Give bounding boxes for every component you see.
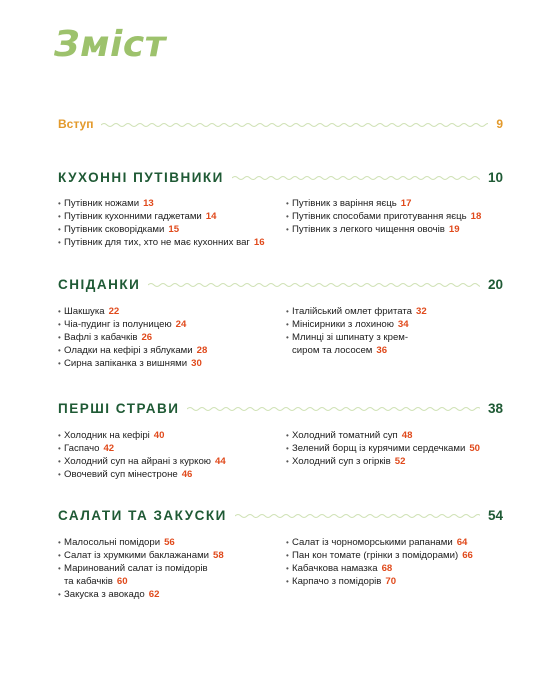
section-right-list (286, 305, 427, 357)
toc-entry-page: 56 (164, 537, 175, 548)
toc-entry[interactable] (286, 305, 427, 318)
wavy-divider (101, 121, 488, 129)
section-right-list (286, 197, 481, 236)
toc-entry-page: 68 (381, 563, 393, 574)
toc-entry-page: 18 (470, 211, 482, 222)
toc-entry-page: 46 (181, 469, 193, 480)
section-title: СНІДАНКИ (58, 276, 141, 292)
intro-page: 9 (496, 117, 503, 131)
section-left-list (58, 536, 224, 601)
intro-label: Вступ (58, 117, 94, 131)
toc-entry-title: Малосольні помідори (64, 537, 161, 548)
toc-entry-page: 30 (191, 358, 202, 369)
section-title: КУХОННІ ПУТІВНИКИ (58, 169, 224, 185)
toc-entry[interactable] (58, 536, 224, 549)
toc-entry[interactable] (286, 429, 480, 442)
toc-entry[interactable] (286, 223, 481, 236)
wavy-divider (232, 174, 480, 182)
toc-entry[interactable] (58, 344, 207, 357)
section-page: 54 (487, 507, 503, 523)
toc-entry-title: Карпачо з помідорів (292, 576, 382, 587)
toc-entry[interactable] (286, 455, 480, 468)
toc-entry-page: 14 (205, 211, 217, 222)
section-title-row[interactable] (58, 397, 503, 419)
toc-entry-title: Салат із хрумкими баклажанами (64, 550, 210, 561)
section-page: 20 (487, 276, 503, 292)
toc-entry-title: Путівник кухонними гаджетами (64, 211, 202, 222)
toc-entry-page: 15 (168, 224, 180, 235)
toc-entry[interactable] (286, 318, 427, 331)
toc-entry-title: Закуска з авокадо (64, 589, 145, 600)
toc-entry[interactable] (58, 223, 265, 236)
toc-entry-title: сиром та лососем (292, 345, 373, 356)
toc-entry[interactable] (286, 197, 481, 210)
toc-entry-title: Холодник на кефірі (64, 430, 150, 441)
toc-entry-page: 62 (148, 589, 160, 600)
toc-entry[interactable] (58, 575, 224, 588)
toc-entry[interactable] (58, 331, 207, 344)
toc-entry[interactable] (58, 305, 207, 318)
toc-entry-title: та кабачків (64, 576, 113, 587)
toc-entry-title: Млинці зі шпинату з крем- (292, 332, 409, 343)
wavy-divider (187, 405, 480, 413)
toc-entry-page: 52 (394, 456, 406, 467)
toc-entry[interactable] (58, 455, 226, 468)
toc-entry-title: Чіа-пудинг із полуницею (64, 319, 172, 330)
toc-entry[interactable] (286, 442, 480, 455)
section-page: 38 (487, 400, 503, 416)
toc-entry[interactable] (58, 442, 226, 455)
page-title: Зміст (54, 24, 167, 65)
toc-entry-page: 50 (469, 443, 480, 454)
toc-entry-title: Гаспачо (64, 443, 100, 454)
toc-entry-title: Путівник з легкого чищення овочів (292, 224, 445, 235)
toc-entry-title: Холодний суп на айрані з куркою (64, 456, 211, 467)
section-left-list (58, 305, 207, 370)
toc-entry-title: Путівник сковорідками (64, 224, 165, 235)
section-title: САЛАТИ ТА ЗАКУСКИ (58, 507, 227, 523)
toc-entry[interactable] (286, 549, 473, 562)
toc-entry-page: 42 (103, 443, 115, 454)
toc-entry-page: 28 (196, 345, 208, 356)
toc-entry-title: Холодний суп з огірків (292, 456, 391, 467)
toc-entry-page: 64 (456, 537, 468, 548)
toc-entry-page: 16 (253, 237, 265, 248)
section-title-row[interactable] (58, 273, 503, 295)
toc-entry[interactable] (58, 318, 207, 331)
toc-entry-title: Путівник з варіння яєць (292, 198, 397, 209)
toc-entry-title: Італійський омлет фритата (292, 306, 412, 317)
toc-entry[interactable] (58, 549, 224, 562)
toc-entry-page: 17 (400, 198, 412, 209)
toc-entry-page: 32 (415, 306, 427, 317)
toc-entry[interactable] (286, 331, 427, 344)
toc-entry[interactable] (58, 210, 265, 223)
toc-entry-title: Сирна запіканка з вишнями (64, 358, 188, 369)
toc-entry-title: Холодний томатний суп (292, 430, 398, 441)
section-title-row[interactable] (58, 166, 503, 188)
toc-entry[interactable] (286, 536, 473, 549)
toc-entry-title: Путівник для тих, хто не має кухонних ваг (64, 237, 250, 248)
wavy-divider (235, 512, 480, 520)
toc-entry-page: 36 (376, 345, 388, 356)
toc-entry[interactable] (286, 210, 481, 223)
toc-entry-title: Шакшука (64, 306, 105, 317)
toc-entry-title: Вафлі з кабачків (64, 332, 138, 343)
toc-entry-title: Пан кон томате (грінки з помідорами) (292, 550, 459, 561)
toc-entry-title: Салат із чорноморськими рапанами (292, 537, 453, 548)
toc-entry[interactable] (58, 468, 226, 481)
toc-entry-page: 44 (214, 456, 226, 467)
section-title: ПЕРШІ СТРАВИ (58, 400, 180, 416)
toc-entry-title: Овочевий суп мінестроне (64, 469, 178, 480)
toc-entry-title: Оладки на кефірі з яблуками (64, 345, 193, 356)
toc-entry-page: 13 (143, 198, 154, 209)
toc-entry[interactable] (286, 562, 473, 575)
toc-entry[interactable] (58, 429, 226, 442)
toc-entry[interactable] (58, 357, 207, 370)
section-left-list (58, 197, 265, 249)
toc-entry-page: 19 (448, 224, 460, 235)
toc-entry-title: Путівник способами приготування яєць (292, 211, 467, 222)
toc-entry-page: 66 (462, 550, 473, 561)
section-right-list (286, 536, 473, 588)
toc-entry[interactable] (58, 588, 224, 601)
intro-row[interactable] (58, 113, 503, 135)
toc-entry-page: 24 (175, 319, 187, 330)
toc-entry[interactable] (286, 575, 473, 588)
toc-entry-title: Зелений борщ із курячими сердечками (292, 443, 466, 454)
toc-entry[interactable] (286, 344, 427, 357)
toc-entry-page: 40 (153, 430, 165, 441)
toc-entry-page: 22 (108, 306, 120, 317)
toc-entry[interactable] (58, 562, 224, 575)
wavy-divider (148, 281, 480, 289)
toc-entry-page: 60 (116, 576, 128, 587)
toc-entry-page: 58 (213, 550, 224, 561)
toc-entry-title: Путівник ножами (64, 198, 140, 209)
toc-entry-page: 26 (141, 332, 153, 343)
toc-entry-title: Кабачкова намазка (292, 563, 378, 574)
toc-entry-title: Маринований салат із помідорів (64, 563, 208, 574)
section-left-list (58, 429, 226, 481)
toc-entry[interactable] (58, 197, 265, 210)
section-title-row[interactable] (58, 504, 503, 526)
section-page: 10 (487, 169, 503, 185)
toc-entry-page: 48 (401, 430, 413, 441)
toc-entry-page: 34 (397, 319, 409, 330)
toc-entry[interactable] (58, 236, 265, 249)
toc-entry-page: 70 (385, 576, 397, 587)
section-right-list (286, 429, 480, 468)
toc-entry-title: Мінісирники з лохиною (292, 319, 394, 330)
